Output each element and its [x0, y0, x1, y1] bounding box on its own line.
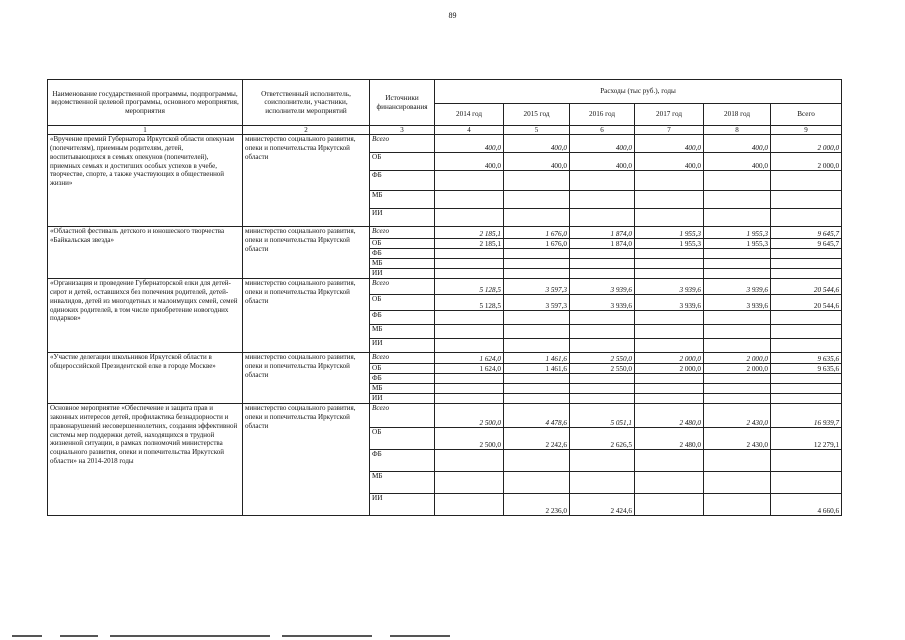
- year-value: 5 128,5: [435, 279, 504, 295]
- year-value: 1 874,0: [570, 227, 635, 239]
- funding-row: [48, 404, 842, 428]
- year-value: [704, 209, 771, 227]
- total-value: 9 645,7: [771, 227, 842, 239]
- column-number: 7: [635, 126, 704, 135]
- year-value: [504, 259, 570, 269]
- total-value: 12 279,1: [771, 428, 842, 450]
- year-value: [570, 374, 635, 384]
- funding-source: ОБ: [370, 239, 435, 249]
- year-value: [435, 450, 504, 472]
- header-total: Всего: [771, 104, 842, 126]
- year-value: 2 500,0: [435, 404, 504, 428]
- year-value: 400,0: [704, 153, 771, 171]
- year-value: [570, 339, 635, 353]
- funding-source: Всего: [370, 227, 435, 239]
- year-value: [704, 171, 771, 191]
- activity-name: «Участие делегации школьников Иркутской области в общероссийской Президентской елке в городе Москве»: [48, 353, 243, 404]
- year-value: 1 624,0: [435, 353, 504, 364]
- budget-table: [47, 79, 842, 516]
- year-value: 1 461,6: [504, 353, 570, 364]
- total-value: [771, 450, 842, 472]
- total-value: [771, 394, 842, 404]
- total-value: [771, 209, 842, 227]
- header-expenses: Расходы (тыс руб.), годы: [435, 80, 842, 104]
- total-value: [771, 384, 842, 394]
- year-value: 400,0: [570, 153, 635, 171]
- year-value: 2 480,0: [635, 404, 704, 428]
- total-value: [771, 269, 842, 279]
- year-value: [504, 325, 570, 339]
- year-value: [704, 269, 771, 279]
- year-value: [704, 339, 771, 353]
- year-value: [635, 325, 704, 339]
- total-value: [771, 171, 842, 191]
- year-value: 400,0: [504, 153, 570, 171]
- funding-source: ФБ: [370, 374, 435, 384]
- year-value: [435, 339, 504, 353]
- year-value: 400,0: [635, 135, 704, 153]
- header-year-2015: 2015 год: [504, 104, 570, 126]
- year-value: [570, 472, 635, 494]
- year-value: 400,0: [635, 153, 704, 171]
- total-value: [771, 472, 842, 494]
- header-source: Источники финансирования: [370, 80, 435, 126]
- column-number: 8: [704, 126, 771, 135]
- year-value: 1 624,0: [435, 364, 504, 374]
- funding-source: ФБ: [370, 249, 435, 259]
- year-value: 1 955,3: [704, 227, 771, 239]
- year-value: 1 955,3: [704, 239, 771, 249]
- year-value: 3 939,6: [570, 295, 635, 311]
- funding-source: Всего: [370, 279, 435, 295]
- funding-source: ИИ: [370, 209, 435, 227]
- year-value: [570, 269, 635, 279]
- funding-row: [48, 279, 842, 295]
- year-value: 2 424,6: [570, 494, 635, 516]
- activity-name: «Вручение премий Губернатора Иркутской области опекунам (попечителям), приемным родителям, детей, воспитывающихся в семьях опекунов (попечителей), приемных семьях и достигших особых успехов в учебе, творчестве, спорте, а также участвующих в общественной жизни»: [48, 135, 243, 227]
- year-value: [504, 269, 570, 279]
- year-value: 2 185,1: [435, 227, 504, 239]
- year-value: 1 461,6: [504, 364, 570, 374]
- funding-source: Всего: [370, 404, 435, 428]
- total-value: [771, 311, 842, 325]
- year-value: 3 939,6: [704, 279, 771, 295]
- year-value: [570, 249, 635, 259]
- year-value: [504, 394, 570, 404]
- year-value: [635, 191, 704, 209]
- header-year-2014: 2014 год: [435, 104, 504, 126]
- year-value: 2 550,0: [570, 364, 635, 374]
- year-value: 2 185,1: [435, 239, 504, 249]
- year-value: 2 500,0: [435, 428, 504, 450]
- funding-source: ИИ: [370, 394, 435, 404]
- total-value: [771, 249, 842, 259]
- year-value: 5 128,5: [435, 295, 504, 311]
- year-value: 2 430,0: [704, 404, 771, 428]
- year-value: [504, 339, 570, 353]
- header-year-2018: 2018 год: [704, 104, 771, 126]
- total-value: 20 544,6: [771, 295, 842, 311]
- total-value: 4 660,6: [771, 494, 842, 516]
- column-number: 2: [243, 126, 370, 135]
- year-value: [504, 191, 570, 209]
- column-number: 3: [370, 126, 435, 135]
- year-value: 1 676,0: [504, 239, 570, 249]
- year-value: 5 051,1: [570, 404, 635, 428]
- year-value: [435, 191, 504, 209]
- funding-row: [48, 227, 842, 239]
- header-program: Наименование государственной программы, подпрограммы, ведомственной целевой программы, основного мероприятия, мероприятия: [48, 80, 243, 126]
- year-value: [635, 450, 704, 472]
- year-value: [635, 259, 704, 269]
- funding-source: Всего: [370, 353, 435, 364]
- year-value: [435, 394, 504, 404]
- year-value: [570, 384, 635, 394]
- year-value: 1 955,3: [635, 239, 704, 249]
- year-value: 2 242,6: [504, 428, 570, 450]
- activity-executor: министерство социального развития, опеки и попечительства Иркутской области: [243, 404, 370, 516]
- year-value: [504, 249, 570, 259]
- year-value: [635, 374, 704, 384]
- year-value: 1 874,0: [570, 239, 635, 249]
- year-value: 2 236,0: [504, 494, 570, 516]
- total-value: 20 544,6: [771, 279, 842, 295]
- year-value: 400,0: [435, 153, 504, 171]
- column-number: 5: [504, 126, 570, 135]
- year-value: 2 430,0: [704, 428, 771, 450]
- activity-name: «Областной фестиваль детского и юношеского творчества «Байкальская звезда»: [48, 227, 243, 279]
- year-value: [704, 325, 771, 339]
- page-number: 89: [448, 11, 457, 20]
- funding-source: ОБ: [370, 428, 435, 450]
- total-value: 2 000,0: [771, 153, 842, 171]
- year-value: [635, 472, 704, 494]
- year-value: 1 676,0: [504, 227, 570, 239]
- year-value: [504, 384, 570, 394]
- activity-executor: министерство социального развития, опеки и попечительства Иркутской области: [243, 227, 370, 279]
- scan-edge-marks: [0, 632, 905, 640]
- year-value: [704, 191, 771, 209]
- column-number-row: [48, 126, 842, 135]
- activity-executor: министерство социального развития, опеки и попечительства Иркутской области: [243, 353, 370, 404]
- year-value: 4 478,6: [504, 404, 570, 428]
- year-value: [504, 374, 570, 384]
- funding-source: МБ: [370, 259, 435, 269]
- year-value: 2 000,0: [635, 353, 704, 364]
- activity-name: Основное мероприятие «Обеспечение и защита прав и законных интересов детей, профилактика безнадзорности и правонарушений несовершеннолетних, создания эффективной системы мер поддержки детей, находящихся в трудной жизненной ситуации, в рамках полномочий министерства социального развития, опеки и попечительства Иркутской области» на 2014-2018 годы: [48, 404, 243, 516]
- header-year-2017: 2017 год: [635, 104, 704, 126]
- total-value: [771, 325, 842, 339]
- year-value: [570, 259, 635, 269]
- year-value: 400,0: [504, 135, 570, 153]
- year-value: [704, 472, 771, 494]
- year-value: 3 939,6: [635, 279, 704, 295]
- header-year-2016: 2016 год: [570, 104, 635, 126]
- total-value: [771, 191, 842, 209]
- funding-source: МБ: [370, 191, 435, 209]
- year-value: 3 939,6: [570, 279, 635, 295]
- total-value: [771, 259, 842, 269]
- activity-name: «Организация и проведение Губернаторской елки для детей-сирот и детей, оставшихся без попечения родителей, детей-инвалидов, детей из многодетных и малоимущих семей, семей одиноких родителей, в том числе приобретение новогодних подарков»: [48, 279, 243, 353]
- year-value: [435, 249, 504, 259]
- column-number: 1: [48, 126, 243, 135]
- funding-source: ОБ: [370, 364, 435, 374]
- year-value: [435, 209, 504, 227]
- year-value: [504, 472, 570, 494]
- year-value: [435, 494, 504, 516]
- year-value: [704, 311, 771, 325]
- year-value: [435, 171, 504, 191]
- year-value: [435, 384, 504, 394]
- funding-source: ФБ: [370, 450, 435, 472]
- year-value: [704, 249, 771, 259]
- year-value: [570, 171, 635, 191]
- year-value: 400,0: [570, 135, 635, 153]
- funding-row: [48, 135, 842, 153]
- year-value: [704, 450, 771, 472]
- year-value: [570, 394, 635, 404]
- year-value: 2 626,5: [570, 428, 635, 450]
- year-value: 3 597,3: [504, 279, 570, 295]
- year-value: [635, 311, 704, 325]
- total-value: [771, 374, 842, 384]
- year-value: 400,0: [435, 135, 504, 153]
- year-value: [635, 269, 704, 279]
- activity-executor: министерство социального развития, опеки и попечительства Иркутской области: [243, 279, 370, 353]
- column-number: 9: [771, 126, 842, 135]
- year-value: [504, 171, 570, 191]
- year-value: [704, 259, 771, 269]
- year-value: [435, 269, 504, 279]
- total-value: 9 645,7: [771, 239, 842, 249]
- funding-source: ОБ: [370, 153, 435, 171]
- year-value: [704, 494, 771, 516]
- year-value: [435, 472, 504, 494]
- funding-source: Всего: [370, 135, 435, 153]
- year-value: [504, 450, 570, 472]
- funding-source: ИИ: [370, 339, 435, 353]
- year-value: [435, 325, 504, 339]
- year-value: 2 550,0: [570, 353, 635, 364]
- year-value: [635, 339, 704, 353]
- year-value: [635, 249, 704, 259]
- year-value: [635, 394, 704, 404]
- year-value: [435, 259, 504, 269]
- year-value: [635, 171, 704, 191]
- year-value: 2 000,0: [635, 364, 704, 374]
- funding-source: ОБ: [370, 295, 435, 311]
- funding-source: МБ: [370, 384, 435, 394]
- funding-source: МБ: [370, 472, 435, 494]
- year-value: 2 000,0: [704, 353, 771, 364]
- funding-source: ФБ: [370, 311, 435, 325]
- total-value: 9 635,6: [771, 364, 842, 374]
- funding-source: ИИ: [370, 269, 435, 279]
- year-value: [704, 374, 771, 384]
- year-value: [635, 384, 704, 394]
- year-value: 3 939,6: [704, 295, 771, 311]
- year-value: [570, 191, 635, 209]
- year-value: 3 597,3: [504, 295, 570, 311]
- year-value: [435, 374, 504, 384]
- year-value: [704, 384, 771, 394]
- year-value: 2 480,0: [635, 428, 704, 450]
- year-value: 2 000,0: [704, 364, 771, 374]
- funding-source: ФБ: [370, 171, 435, 191]
- year-value: [570, 311, 635, 325]
- total-value: 16 939,7: [771, 404, 842, 428]
- year-value: [570, 325, 635, 339]
- year-value: [570, 450, 635, 472]
- activity-executor: министерство социального развития, опеки и попечительства Иркутской области: [243, 135, 370, 227]
- year-value: [570, 209, 635, 227]
- column-number: 6: [570, 126, 635, 135]
- year-value: 400,0: [704, 135, 771, 153]
- total-value: [771, 339, 842, 353]
- year-value: [635, 494, 704, 516]
- year-value: [504, 311, 570, 325]
- year-value: 1 955,3: [635, 227, 704, 239]
- year-value: [435, 311, 504, 325]
- total-value: 9 635,6: [771, 353, 842, 364]
- funding-source: ИИ: [370, 494, 435, 516]
- year-value: [704, 394, 771, 404]
- funding-row: [48, 353, 842, 364]
- year-value: [504, 209, 570, 227]
- year-value: [635, 209, 704, 227]
- funding-source: МБ: [370, 325, 435, 339]
- header-executor: Ответственный исполнитель, соисполнители, участники, исполнители мероприятий: [243, 80, 370, 126]
- column-number: 4: [435, 126, 504, 135]
- total-value: 2 000,0: [771, 135, 842, 153]
- year-value: 3 939,6: [635, 295, 704, 311]
